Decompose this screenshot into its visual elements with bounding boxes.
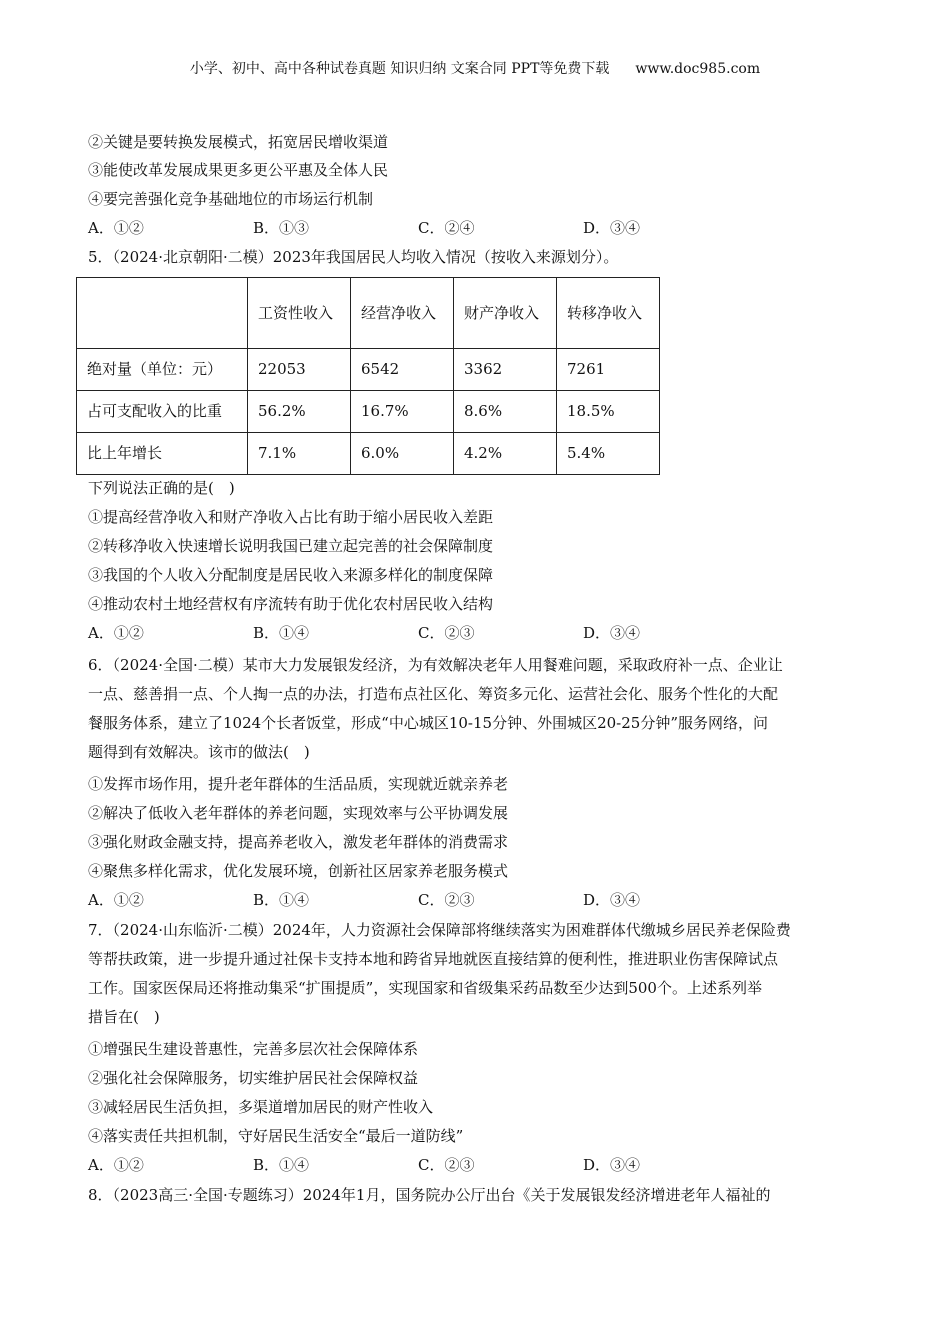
table-cell: 22053: [248, 349, 351, 391]
q7-item-1: ①增强民生建设普惠性，完善多层次社会保障体系: [88, 1040, 419, 1058]
q6-options: [88, 890, 868, 910]
q8-stem: 8．（2023高三·全国·专题练习）2024年1月，国务院办公厅出台《关于发展银发经济增进老年人福祉的: [88, 1186, 771, 1204]
q6-stem-line: 一点、慈善捐一点、个人掏一点的办法，打造布点社区化、筹资多元化、运营社会化、服务个性化的大配: [88, 685, 779, 703]
q4-item-4: ④要完善强化竞争基础地位的市场运行机制: [88, 190, 374, 208]
table-cell: 5.4%: [557, 433, 660, 475]
q7-option-d: D．③④: [583, 1156, 641, 1174]
table-header-cell: 财产净收入: [454, 278, 557, 349]
table-cell: 18.5%: [557, 391, 660, 433]
table-cell: 比上年增长: [77, 433, 248, 475]
q7-stem-line: 措旨在( ): [88, 1008, 160, 1026]
q7-option-a: A．①②: [88, 1156, 144, 1174]
q5-option-a: A．①②: [88, 624, 144, 642]
q4-item-3: ③能使改革发展成果更多更公平惠及全体人民: [88, 161, 389, 179]
q6-option-c: C．②③: [418, 891, 475, 909]
q7-options: [88, 1155, 868, 1175]
q7-item-2: ②强化社会保障服务，切实维护居民社会保障权益: [88, 1069, 419, 1087]
q7-stem-line: 工作。国家医保局还将推动集采“扩围提质”，实现国家和省级集采药品数至少达到500个。上述系列举: [88, 979, 762, 997]
q7-item-3: ③减轻居民生活负担，多渠道增加居民的财产性收入: [88, 1098, 434, 1116]
table-header-cell: 工资性收入: [248, 278, 351, 349]
q5-options: [88, 623, 868, 643]
q5-question: 下列说法正确的是( ): [88, 479, 235, 497]
q6-option-b: B．①④: [253, 891, 310, 909]
q6-stem-line: 6．（2024·全国·二模）某市大力发展银发经济，为有效解决老年人用餐难问题，采取政府补一点、企业让: [88, 656, 783, 674]
q6-option-d: D．③④: [583, 891, 641, 909]
page-header: [0, 58, 950, 78]
q4-option-b: B．①③: [253, 219, 310, 237]
q4-item-2: ②关键是要转换发展模式，拓宽居民增收渠道: [88, 133, 389, 151]
q6-item-3: ③强化财政金融支持，提高养老收入，激发老年群体的消费需求: [88, 833, 509, 851]
q4-option-c: C．②④: [418, 219, 475, 237]
q4-option-d: D．③④: [583, 219, 641, 237]
table-header-cell: 经营净收入: [351, 278, 454, 349]
table-cell: 绝对量（单位：元）: [77, 349, 248, 391]
table-header-cell: [77, 278, 248, 349]
q6-item-4: ④聚焦多样化需求，优化发展环境，创新社区居家养老服务模式: [88, 862, 509, 880]
q5-option-b: B．①④: [253, 624, 310, 642]
table-cell: 6.0%: [351, 433, 454, 475]
q6-option-a: A．①②: [88, 891, 144, 909]
table-cell: 占可支配收入的比重: [77, 391, 248, 433]
q6-item-1: ①发挥市场作用，提升老年群体的生活品质，实现就近就亲养老: [88, 775, 509, 793]
q5-option-d: D．③④: [583, 624, 641, 642]
q6-stem-line: 题得到有效解决。该市的做法( ): [88, 743, 310, 761]
q6-item-2: ②解决了低收入老年群体的养老问题，实现效率与公平协调发展: [88, 804, 509, 822]
q6-stem-line: 餐服务体系，建立了1024个长者饭堂，形成“中心城区10-15分钟、外围城区20-25分钟”服务网络，问: [88, 714, 768, 732]
table-cell: 3362: [454, 349, 557, 391]
table-cell: 4.2%: [454, 433, 557, 475]
q4-options: [88, 218, 868, 238]
q5-option-c: C．②③: [418, 624, 475, 642]
table-cell: 7.1%: [248, 433, 351, 475]
table-cell: 7261: [557, 349, 660, 391]
table-header-cell: 转移净收入: [557, 278, 660, 349]
q5-item-2: ②转移净收入快速增长说明我国已建立起完善的社会保障制度: [88, 537, 494, 555]
q7-option-c: C．②③: [418, 1156, 475, 1174]
table-row: [77, 391, 660, 433]
income-table: [76, 277, 660, 475]
table-header-row: [77, 278, 660, 349]
q5-item-4: ④推动农村土地经营权有序流转有助于优化农村居民收入结构: [88, 595, 494, 613]
table-cell: 16.7%: [351, 391, 454, 433]
q7-stem-line: 等帮扶政策，进一步提升通过社保卡支持本地和跨省异地就医直接结算的便利性，推进职业伤害保障试点: [88, 950, 779, 968]
q5-stem: 5．（2024·北京朝阳·二模）2023年我国居民人均收入情况（按收入来源划分）。: [88, 248, 619, 266]
table-cell: 8.6%: [454, 391, 557, 433]
table-cell: 6542: [351, 349, 454, 391]
table-row: [77, 433, 660, 475]
header-site: www.doc985.com: [635, 61, 761, 77]
q5-item-1: ①提高经营净收入和财产净收入占比有助于缩小居民收入差距: [88, 508, 494, 526]
q5-item-3: ③我国的个人收入分配制度是居民收入来源多样化的制度保障: [88, 566, 494, 584]
q7-item-4: ④落实责任共担机制，守好居民生活安全“最后一道防线”: [88, 1127, 464, 1145]
header-text: 小学、初中、高中各种试卷真题 知识归纳 文案合同 PPT等免费下载: [189, 61, 610, 77]
q7-option-b: B．①④: [253, 1156, 310, 1174]
table-cell: 56.2%: [248, 391, 351, 433]
table-row: [77, 349, 660, 391]
q7-stem-line: 7．（2024·山东临沂·二模）2024年，人力资源社会保障部将继续落实为困难群体代缴城乡居民养老保险费: [88, 921, 791, 939]
q4-option-a: A．①②: [88, 219, 144, 237]
